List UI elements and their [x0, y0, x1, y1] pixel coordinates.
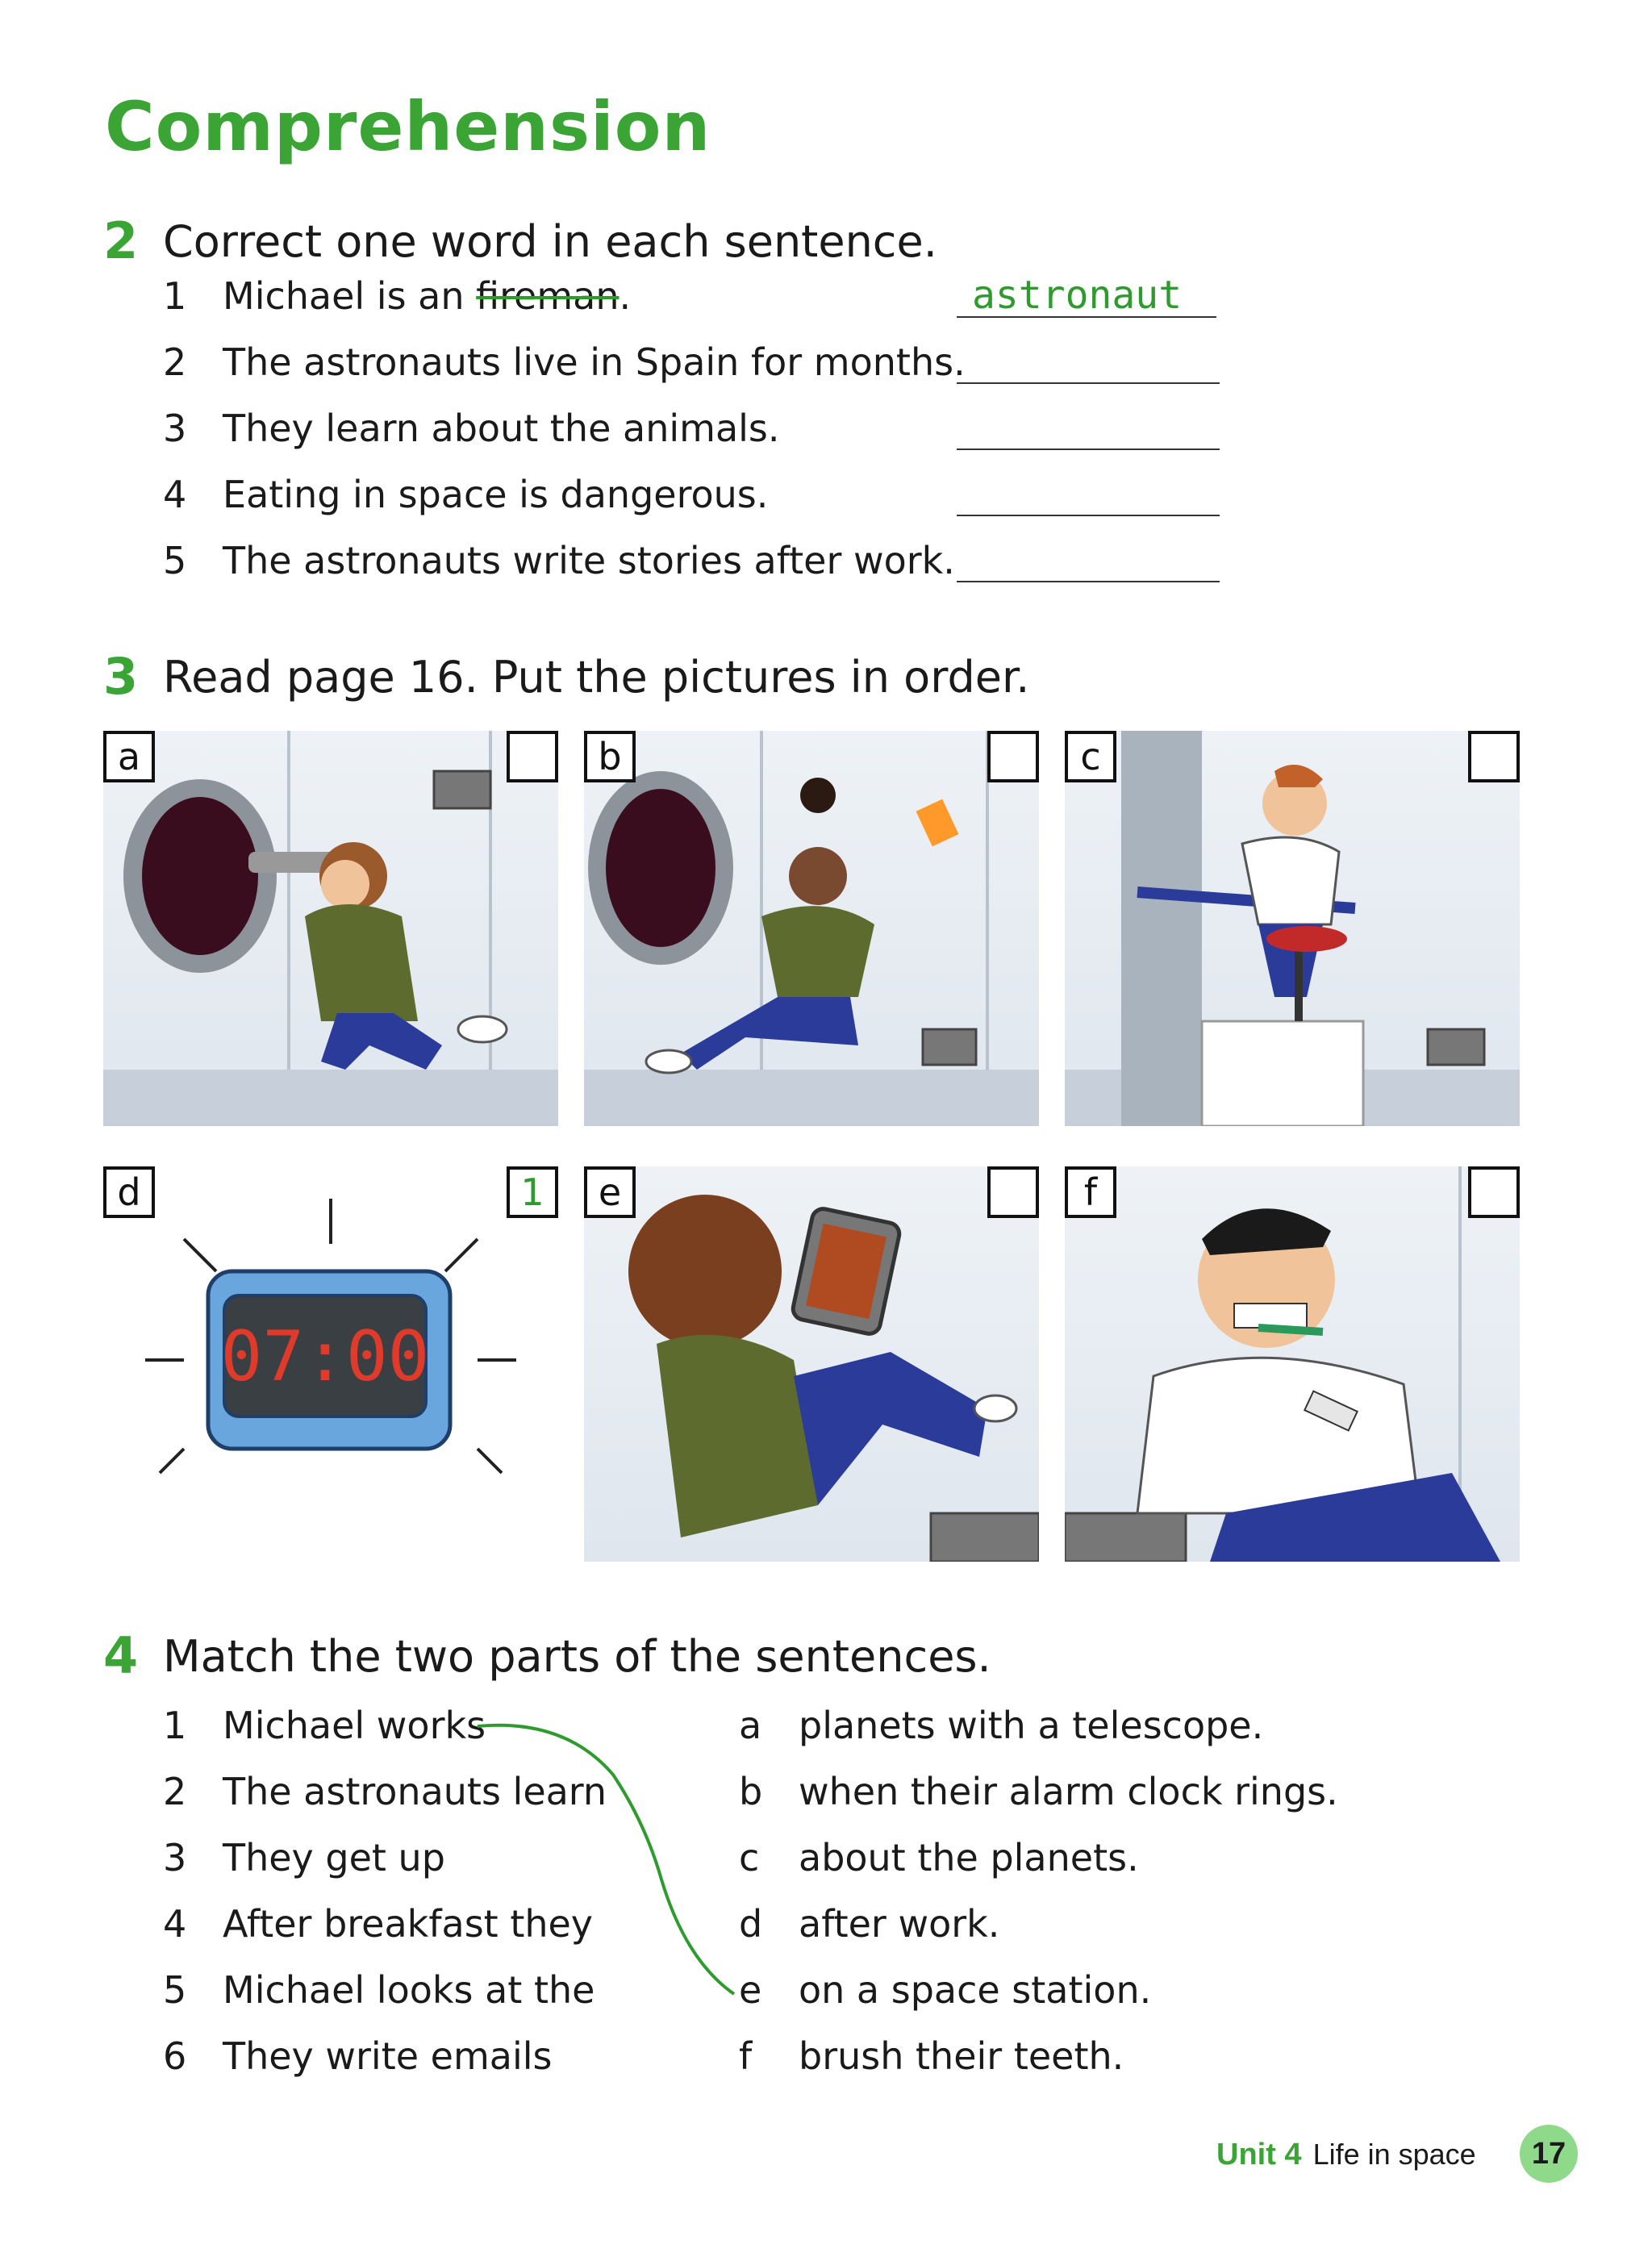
match-left-number: 5	[163, 1968, 187, 2012]
struck-word: fireman	[476, 274, 620, 318]
match-left-text[interactable]: The astronauts learn	[223, 1770, 607, 1813]
item-number: 3	[163, 407, 187, 450]
match-right-letter: a	[739, 1704, 762, 1747]
match-left-number: 2	[163, 1770, 187, 1813]
sentence-text: Michael is an	[223, 274, 477, 318]
match-right-text[interactable]: planets with a telescope.	[799, 1704, 1264, 1747]
match-right-letter: e	[739, 1968, 762, 2012]
match-right-letter: f	[739, 2034, 753, 2078]
match-right-text[interactable]: on a space station.	[799, 1968, 1152, 2012]
match-right-text[interactable]: brush their teeth.	[799, 2034, 1124, 2078]
match-left-number: 3	[163, 1836, 187, 1879]
picture-letter-b: b	[584, 731, 636, 782]
match-left-number: 4	[163, 1902, 187, 1946]
match-left-text[interactable]: Michael looks at the	[223, 1968, 595, 2012]
picture-letter-f: f	[1065, 1166, 1116, 1218]
item-number: 1	[163, 274, 187, 318]
section-2-instruction: Correct one word in each sentence.	[163, 216, 937, 267]
item-number: 2	[163, 340, 187, 384]
item-number: 4	[163, 473, 187, 516]
sentence-2: The astronauts live in Spain for months.	[223, 340, 966, 384]
footer-title: Life in space	[1312, 2138, 1476, 2171]
match-right-text[interactable]: about the planets.	[799, 1836, 1139, 1879]
section-3-number: 3	[103, 647, 139, 706]
item-number: 5	[163, 539, 187, 582]
section-3-instruction: Read page 16. Put the pictures in order.	[163, 652, 1030, 703]
match-right-letter: d	[739, 1902, 763, 1946]
order-box-d[interactable]: 1	[507, 1166, 558, 1218]
match-right-text[interactable]: after work.	[799, 1902, 1000, 1946]
page-number: 17	[1520, 2125, 1578, 2183]
match-left-text[interactable]: After breakfast they	[223, 1902, 594, 1946]
section-4-instruction: Match the two parts of the sentences.	[163, 1631, 991, 1682]
picture-letter-e: e	[584, 1166, 636, 1218]
sentence-text: .	[619, 274, 632, 318]
match-left-number: 1	[163, 1704, 187, 1747]
answer-1[interactable]: astronaut	[972, 273, 1183, 318]
footer	[1216, 2138, 1476, 2172]
match-left-text[interactable]: They get up	[223, 1836, 445, 1879]
clock-display-text: 07:00	[220, 1316, 430, 1397]
sentence-4: Eating in space is dangerous.	[223, 473, 769, 516]
match-right-text[interactable]: when their alarm clock rings.	[799, 1770, 1338, 1813]
match-left-text[interactable]: They write emails	[223, 2034, 553, 2078]
match-right-letter: c	[739, 1836, 760, 1879]
picture-letter-a: a	[103, 731, 155, 782]
sentence-3: They learn about the animals.	[223, 407, 780, 450]
footer-unit: Unit 4	[1216, 2138, 1302, 2171]
page-title: Comprehension	[105, 87, 711, 166]
picture-letter-d: d	[103, 1166, 155, 1218]
match-right-letter: b	[739, 1770, 763, 1813]
sentence-5: The astronauts write stories after work.	[223, 539, 955, 582]
section-4-number: 4	[103, 1626, 139, 1685]
section-2-number: 2	[103, 211, 139, 270]
match-left-text[interactable]: Michael works	[223, 1704, 486, 1747]
picture-letter-c: c	[1065, 731, 1116, 782]
match-left-number: 6	[163, 2034, 187, 2078]
